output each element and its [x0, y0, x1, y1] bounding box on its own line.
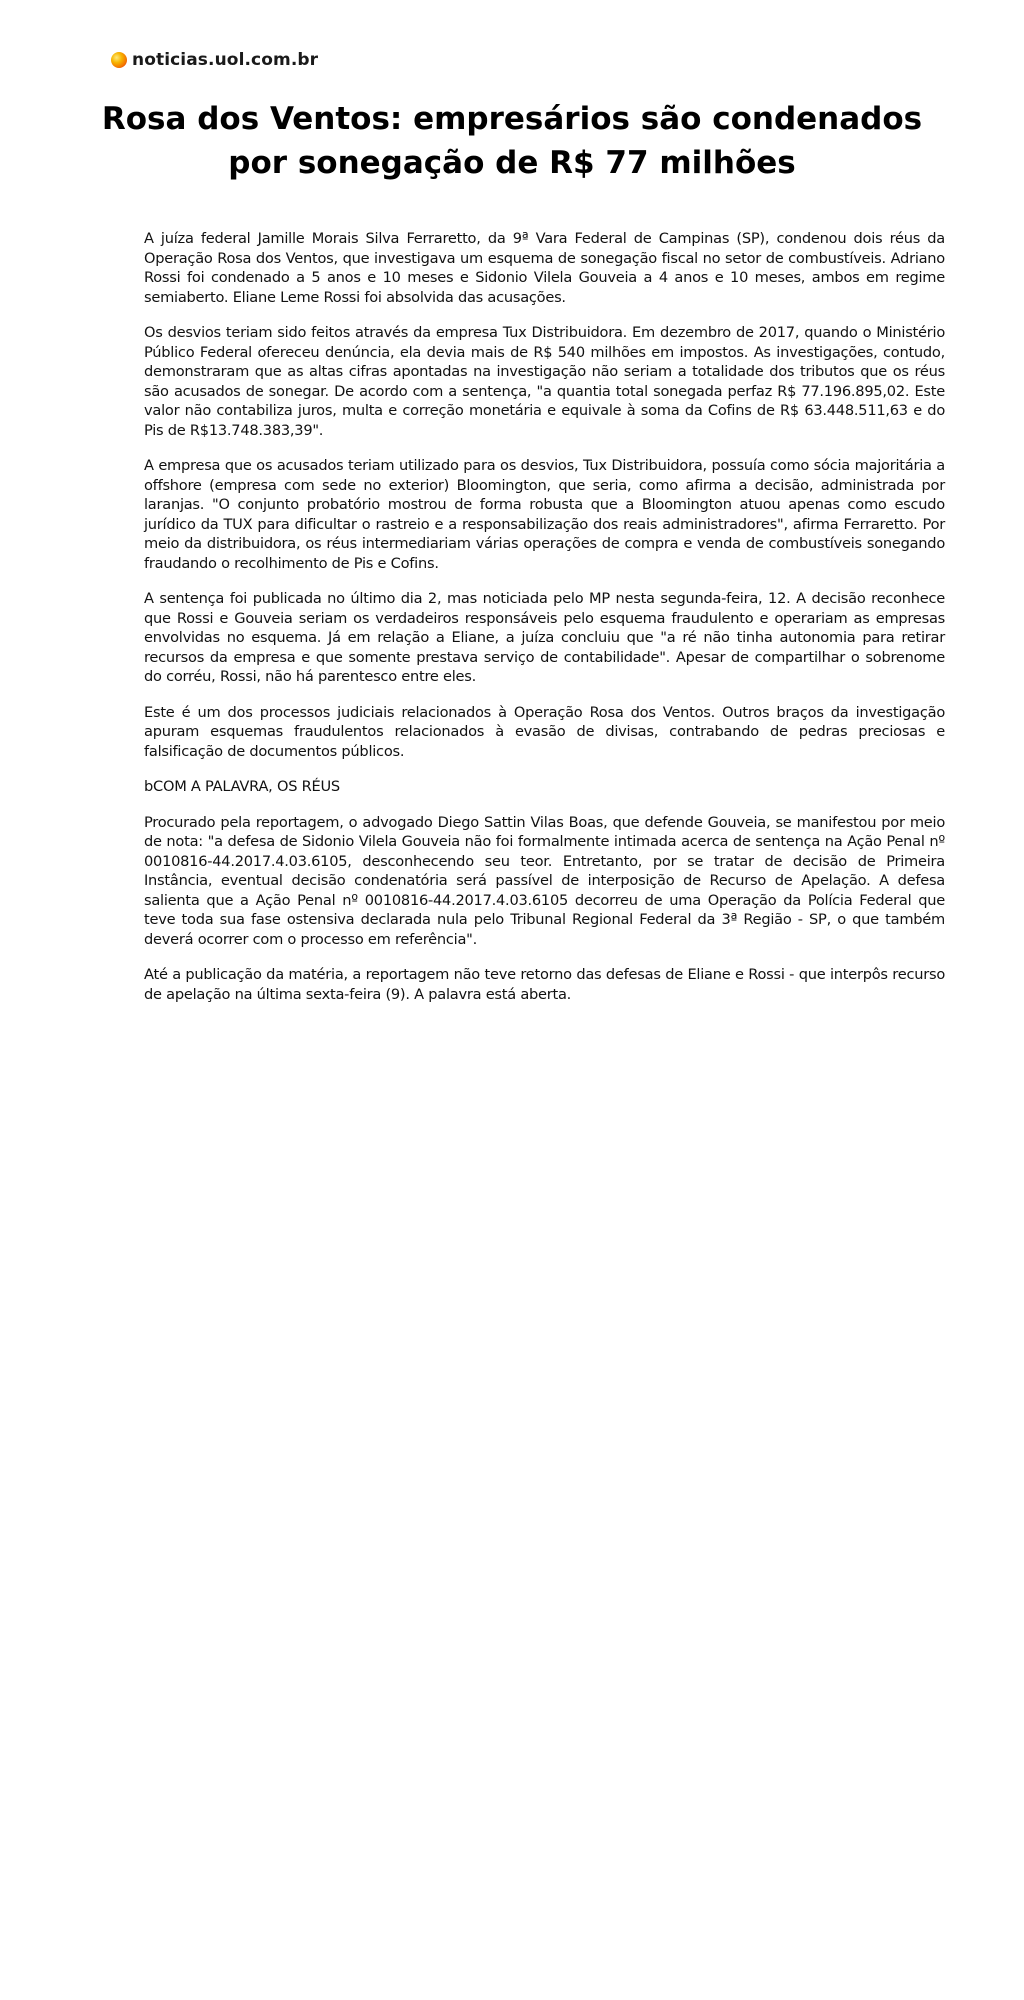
article-paragraph: Até a publicação da matéria, a reportagem não teve retorno das defesas de Eliane e Rossi - que interpôs recurso de apelação na última sexta-feira (9). A palavra está aberta. [144, 966, 945, 1003]
article-paragraph: A juíza federal Jamille Morais Silva Ferraretto, da 9ª Vara Federal de Campinas (SP), condenou dois réus da Operação Rosa dos Ventos, que investigava um esquema de sonegação fiscal no setor de combustíveis. Adriano Rossi foi condenado a 5 anos e 10 meses e Sidonio Vilela Gouveia a 4 anos e 10 meses, ambos em regime semiaberto. Eliane Leme Rossi foi absolvida das acusações. [144, 230, 945, 306]
article-paragraph: A sentença foi publicada no último dia 2, mas noticiada pelo MP nesta segunda-feira, 12. A decisão reconhece que Rossi e Gouveia seriam os verdadeiros responsáveis pelo esquema fraudulento e operariam as empresas envolvidas no esquema. Já em relação a Eliane, a juíza concluiu que "a ré não tinha autonomia para retirar recursos da empresa e que somente prestava serviço de contabilidade". Apesar de compartilhar o sobrenome do corréu, Rossi, não há parentesco entre eles. [144, 590, 945, 685]
article-title: Rosa dos Ventos: empresários são condenados por sonegação de R$ 77 milhões [101, 101, 923, 181]
uol-logo-icon [111, 52, 127, 68]
article-paragraph: A empresa que os acusados teriam utilizado para os desvios, Tux Distribuidora, possuía como sócia majoritária a offshore (empresa com sede no exterior) Bloomington, que seria, como afirma a decisão, administrada por laranjas. "O conjunto probatório mostrou de forma robusta que a Bloomington atuou apenas como escudo jurídico da TUX para dificultar o rastreio e a responsabilização dos reais administradores", afirma Ferraretto. Por meio da distribuidora, os réus intermediariam várias operações de compra e venda de combustíveis sonegando fraudando o recolhimento de Pis e Cofins. [144, 457, 945, 572]
article-paragraph: Este é um dos processos judiciais relacionados à Operação Rosa dos Ventos. Outros braços da investigação apuram esquemas fraudulentos relacionados à evasão de divisas, contrabando de pedras preciosas e falsificação de documentos públicos. [144, 703, 945, 760]
article-subheading: bCOM A PALAVRA, OS RÉUS [144, 778, 340, 795]
site-name[interactable]: noticias.uol.com.br [132, 50, 319, 70]
article-body [144, 229, 945, 1020]
article-paragraph: Os desvios teriam sido feitos através da empresa Tux Distribuidora. Em dezembro de 2017, quando o Ministério Público Federal ofereceu denúncia, ela devia mais de R$ 540 milhões em impostos. As investigações, contudo, demonstraram que as altas cifras apontadas na investigação não seriam a totalidade dos tributos que os réus são acusados de sonegar. De acordo com a sentença, "a quantia total sonegada perfaz R$ 77.196.895,02. Este valor não contabiliza juros, multa e correção monetária e equivale à soma da Cofins de R$ 63.448.511,63 e do Pis de R$13.748.383,39". [144, 324, 945, 439]
site-header [111, 50, 318, 70]
article-paragraph: Procurado pela reportagem, o advogado Diego Sattin Vilas Boas, que defende Gouveia, se manifestou por meio de nota: "a defesa de Sidonio Vilela Gouveia não foi formalmente intimada acerca de sentença na Ação Penal nº 0010816-44.2017.4.03.6105, desconhecendo seu teor. Entretanto, por se tratar de decisão de Primeira Instância, eventual decisão condenatória será passível de interposição de Recurso de Apelação. A defesa salienta que a Ação Penal nº 0010816-44.2017.4.03.6105 decorreu de uma Operação da Polícia Federal que teve toda sua fase ostensiva declarada nula pelo Tribunal Regional Federal da 3ª Região - SP, o que também deverá ocorrer com o processo em referência". [144, 813, 945, 948]
